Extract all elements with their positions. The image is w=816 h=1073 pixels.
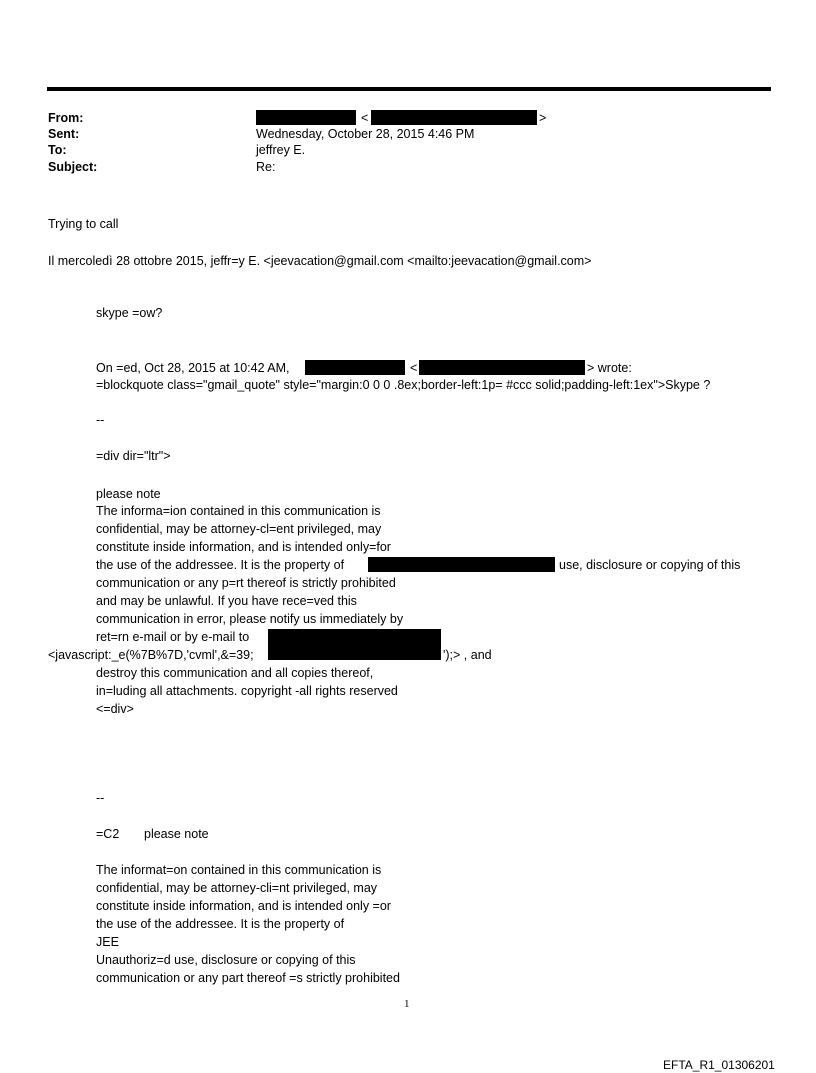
notice2-line-4: the use of the addressee. It is the property of — [96, 917, 345, 931]
notice-line-10b: ');> , and — [443, 648, 492, 662]
notice-line-6: communication or any p=rt thereof is strictly prohibited — [96, 576, 396, 590]
body-on-lt: < — [410, 361, 418, 375]
body-dash-2: -- — [96, 791, 105, 805]
notice-line-8: communication in error, please notify us immediately by — [96, 612, 404, 626]
notice-line-12: in=luding all attachments. copyright -all rights reserved — [96, 684, 398, 698]
notice-line-7: and may be unlawful. If you have rece=ved this — [96, 594, 357, 608]
to-label: To: — [48, 143, 67, 157]
body-dash-1: -- — [96, 413, 105, 427]
body-blockquote-line: =blockquote class="gmail_quote" style="margin:0 0 0 .8ex;border-left:1p= #ccc solid;padding-left:1ex">Skype ? — [96, 378, 711, 392]
sent-label: Sent: — [48, 127, 80, 141]
notice-line-3: confidential, may be attorney-cl=ent privileged, may — [96, 522, 382, 536]
notice-line-9: ret=rn e-mail or by e-mail to — [96, 630, 250, 644]
c2-please-note: please note — [144, 827, 209, 841]
redaction-notice-email — [268, 629, 441, 660]
notice2-line-1: The informat=on contained in this communication is — [96, 863, 382, 877]
notice2-line-7: communication or any part thereof =s strictly prohibited — [96, 971, 400, 985]
page-number: 1 — [404, 998, 410, 1010]
notice2-line-2: confidential, may be attorney-cli=nt privileged, may — [96, 881, 378, 895]
redaction-from-name — [256, 110, 356, 125]
redaction-sender-email — [419, 360, 585, 375]
notice2-line-5: JEE — [96, 935, 119, 949]
notice-line-5a: the use of the addressee. It is the property of — [96, 558, 345, 572]
notice-line-2: The informa=ion contained in this communication is — [96, 504, 381, 518]
notice2-line-3: constitute inside information, and is intended only =or — [96, 899, 391, 913]
subject-label: Subject: — [48, 160, 98, 174]
subject-value: Re: — [256, 160, 276, 174]
from-lt: < — [361, 111, 369, 125]
document-id: EFTA_R1_01306201 — [663, 1058, 775, 1072]
notice2-line-6: Unauthoriz=d use, disclosure or copying of this — [96, 953, 356, 967]
notice-line-11: destroy this communication and all copies thereof, — [96, 666, 374, 680]
redaction-property-owner — [368, 557, 555, 572]
from-gt: > — [539, 111, 547, 125]
redaction-from-email — [371, 110, 537, 125]
notice-line-1: please note — [96, 487, 161, 501]
body-trying-to-call: Trying to call — [48, 217, 119, 231]
notice-line-5b: use, disclosure or copying of this — [559, 558, 741, 572]
body-on-wrote-b: > wrote: — [587, 361, 632, 375]
body-skype-question: skype =ow? — [96, 306, 163, 320]
body-div-line: =div dir="ltr"> — [96, 449, 171, 463]
to-value: jeffrey E. — [256, 143, 306, 157]
from-label: From: — [48, 111, 84, 125]
c2-prefix: =C2 — [96, 827, 120, 841]
header-rule — [47, 87, 771, 91]
sent-value: Wednesday, October 28, 2015 4:46 PM — [256, 127, 475, 141]
notice-line-10a: <javascript:_e(%7B%7D,'cvml',&=39; — [48, 648, 254, 662]
body-on-wrote-a: On =ed, Oct 28, 2015 at 10:42 AM, — [96, 361, 290, 375]
notice-line-4: constitute inside information, and is intended only=for — [96, 540, 391, 554]
notice-line-13: <=div> — [96, 702, 134, 716]
body-quoted-intro: Il mercoledì 28 ottobre 2015, jeffr=y E. <jeevacation@gmail.com <mailto:jeevacation@gmail.com> — [48, 254, 592, 268]
redaction-sender-name — [305, 360, 405, 375]
